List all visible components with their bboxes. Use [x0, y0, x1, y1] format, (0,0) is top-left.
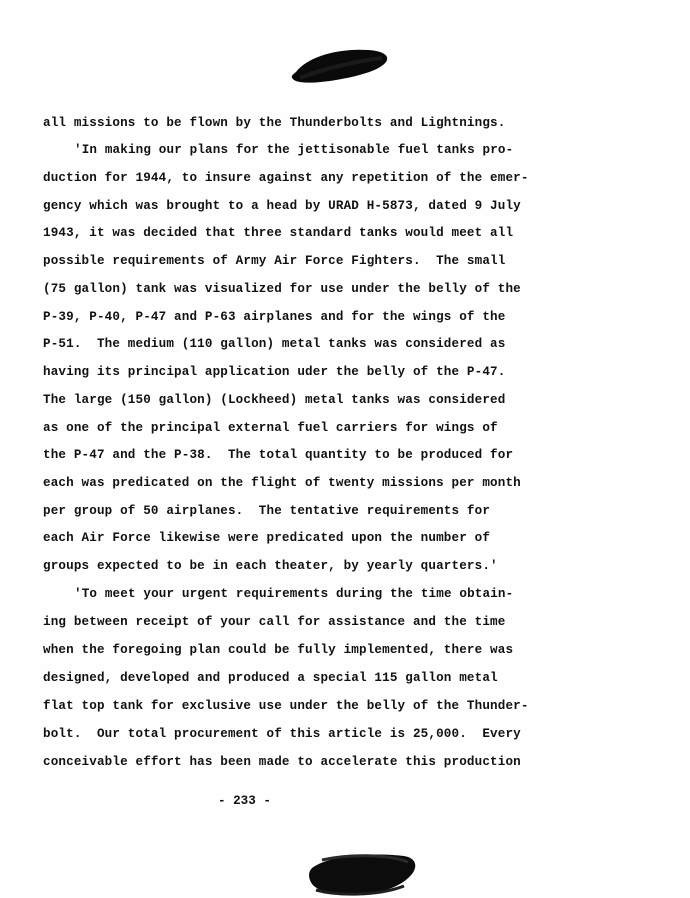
text-line: (75 gallon) tank was visualized for use under the belly of the	[43, 282, 521, 296]
text-line: duction for 1944, to insure against any repetition of the emer-	[43, 171, 529, 185]
page-number: - 233 -	[218, 794, 271, 808]
text-line: 'In making our plans for the jettisonable fuel tanks pro-	[74, 143, 514, 157]
text-line: each was predicated on the flight of twenty missions per month	[43, 476, 521, 490]
text-line: bolt. Our total procurement of this article is 25,000. Every	[43, 727, 521, 741]
text-line: gency which was brought to a head by URAD H-5873, dated 9 July	[43, 199, 521, 213]
text-line: per group of 50 airplanes. The tentative requirements for	[43, 504, 491, 518]
text-line: when the foregoing plan could be fully implemented, there was	[43, 643, 514, 657]
text-line: having its principal application uder the belly of the P-47.	[43, 365, 506, 379]
text-line: each Air Force likewise were predicated upon the number of	[43, 531, 491, 545]
text-line: 1943, it was decided that three standard tanks would meet all	[43, 226, 514, 240]
text-line: The large (150 gallon) (Lockheed) metal tanks was considered	[43, 393, 506, 407]
text-line: 'To meet your urgent requirements during the time obtain-	[74, 587, 514, 601]
text-line: the P-47 and the P-38. The total quantity to be produced for	[43, 448, 514, 462]
redaction-mark-top	[290, 42, 392, 86]
text-line: as one of the principal external fuel carriers for wings of	[43, 421, 498, 435]
text-line: P-51. The medium (110 gallon) metal tanks was considered as	[43, 337, 506, 351]
redaction-mark-bottom	[308, 850, 420, 898]
text-line: designed, developed and produced a special 115 gallon metal	[43, 671, 498, 685]
text-line: groups expected to be in each theater, by yearly quarters.'	[43, 559, 498, 573]
text-line: flat top tank for exclusive use under the belly of the Thunder-	[43, 699, 529, 713]
text-line: all missions to be flown by the Thunderbolts and Lightnings.	[43, 116, 506, 130]
text-line: ing between receipt of your call for assistance and the time	[43, 615, 506, 629]
text-line: P-39, P-40, P-47 and P-63 airplanes and for the wings of the	[43, 310, 506, 324]
text-line: possible requirements of Army Air Force Fighters. The small	[43, 254, 506, 268]
text-line: conceivable effort has been made to accelerate this production	[43, 755, 521, 769]
